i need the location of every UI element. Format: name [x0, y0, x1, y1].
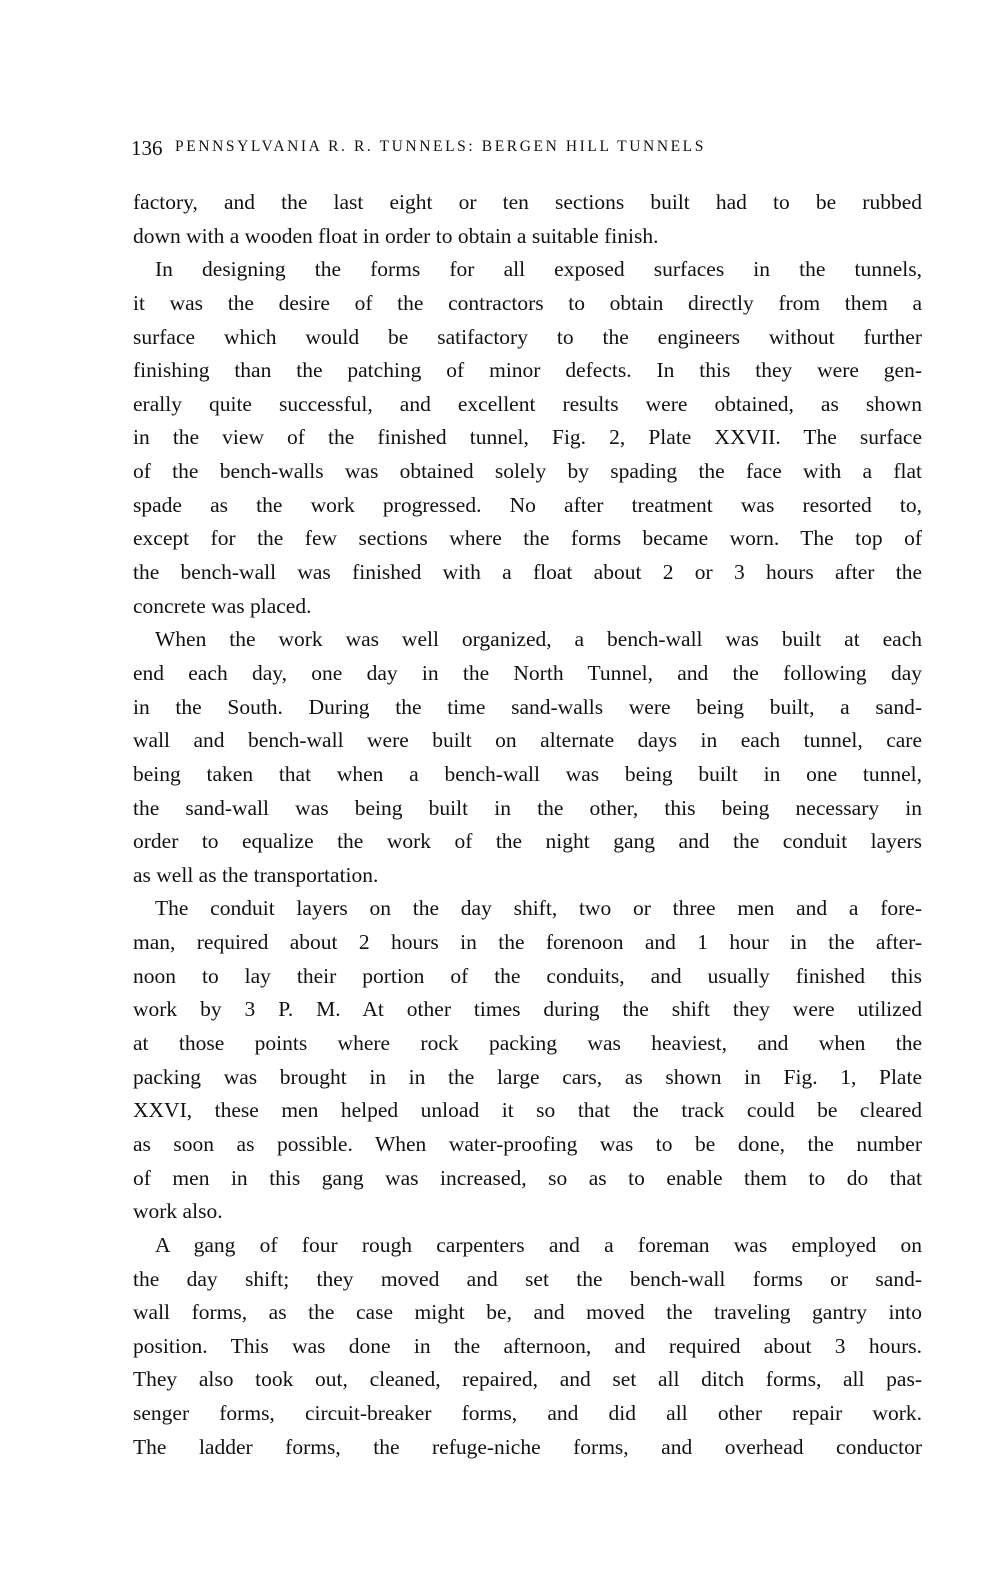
text-line: down with a wooden float in order to obtain a suitable finish. [133, 223, 659, 248]
page-header [131, 136, 923, 166]
text-line: it was the desire of the contractors to obtain directly from them a [133, 290, 922, 315]
paragraph [133, 892, 922, 1228]
text-line: The ladder forms, the refuge-niche forms, and overhead conductor [133, 1434, 922, 1459]
paragraph [133, 1229, 922, 1464]
page-number: 136 [131, 136, 163, 160]
text-line: the sand-wall was being built in the other, this being necessary in [133, 795, 922, 820]
paragraph [133, 623, 922, 892]
text-line: end each day, one day in the North Tunnel, and the following day [133, 660, 922, 685]
text-line: wall and bench-wall were built on alternate days in each tunnel, care [133, 728, 922, 753]
text-line: concrete was placed. [133, 593, 312, 618]
text-line: the bench-wall was finished with a float about 2 or 3 hours after the [133, 560, 922, 585]
text-line: noon to lay their portion of the conduits, and usually finished this [133, 963, 922, 988]
text-line: finishing than the patching of minor defects. In this they were gen- [133, 358, 922, 383]
text-line: In designing the forms for all exposed surfaces in the tunnels, [155, 257, 922, 282]
text-line: A gang of four rough carpenters and a foreman was employed on [155, 1232, 922, 1257]
text-line: except for the few sections where the forms became worn. The top of [133, 526, 922, 551]
text-line: The conduit layers on the day shift, two or three men and a fore- [155, 896, 922, 921]
running-title: PENNSYLVANIA R. R. TUNNELS: BERGEN HILL TUNNELS [175, 138, 706, 155]
text-line: When the work was well organized, a bench-wall was built at each [155, 627, 922, 652]
body-text [133, 186, 922, 1464]
text-line: work by 3 P. M. At other times during the shift they were utilized [133, 997, 922, 1022]
text-line: wall forms, as the case might be, and moved the traveling gantry into [133, 1300, 922, 1325]
text-line: order to equalize the work of the night gang and the conduit layers [133, 829, 922, 854]
text-line: as soon as possible. When water-proofing was to be done, the number [133, 1131, 922, 1156]
text-line: of men in this gang was increased, so as to enable them to do that [133, 1165, 922, 1190]
text-line: spade as the work progressed. No after treatment was resorted to, [133, 492, 922, 517]
paragraph [133, 253, 922, 623]
paragraph [133, 186, 922, 253]
text-line: the day shift; they moved and set the bench-wall forms or sand- [133, 1266, 922, 1291]
text-line: work also. [133, 1199, 223, 1224]
text-line: man, required about 2 hours in the forenoon and 1 hour in the after- [133, 930, 922, 955]
text-line: packing was brought in in the large cars, as shown in Fig. 1, Plate [133, 1064, 922, 1089]
text-line: position. This was done in the afternoon, and required about 3 hours. [133, 1333, 922, 1358]
text-line: factory, and the last eight or ten sections built had to be rubbed [133, 190, 922, 214]
text-line: in the view of the finished tunnel, Fig. 2, Plate XXVII. The surface [133, 425, 922, 450]
text-line: XXVI, these men helped unload it so that the track could be cleared [133, 1098, 922, 1123]
text-line: of the bench-walls was obtained solely by spading the face with a flat [133, 459, 922, 484]
text-line: surface which would be satifactory to the engineers without further [133, 324, 922, 349]
text-line: as well as the transportation. [133, 862, 379, 887]
text-line: at those points where rock packing was heaviest, and when the [133, 1031, 922, 1056]
text-line: being taken that when a bench-wall was being built in one tunnel, [133, 761, 922, 786]
text-line: in the South. During the time sand-walls were being built, a sand- [133, 694, 922, 719]
text-line: erally quite successful, and excellent results were obtained, as shown [133, 391, 922, 416]
text-line: They also took out, cleaned, repaired, and set all ditch forms, all pas- [133, 1367, 922, 1392]
text-line: senger forms, circuit-breaker forms, and did all other repair work. [133, 1401, 922, 1426]
